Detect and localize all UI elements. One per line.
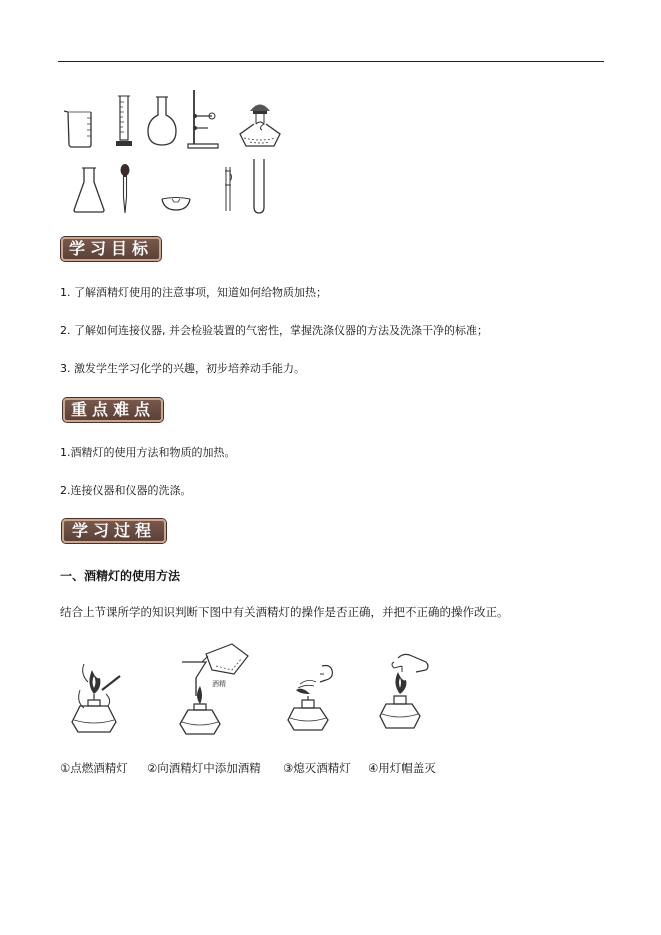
test-tube-icon bbox=[252, 157, 266, 215]
lighting-lamp-figure bbox=[66, 660, 126, 734]
figure-caption-1: ①点燃酒精灯 bbox=[60, 761, 128, 775]
adding-alcohol-figure bbox=[172, 640, 254, 736]
keypoints-title: 重点难点 bbox=[63, 398, 163, 422]
process-title: 学习过程 bbox=[62, 519, 166, 543]
header-rule bbox=[58, 61, 604, 62]
objective-item: 2. 了解如何连接仪器, 并会检验装置的气密性，掌握洗涤仪器的方法及洗涤干净的标准； bbox=[60, 324, 488, 337]
figure-caption-2: ②向酒精灯中添加酒精 bbox=[147, 761, 261, 775]
beaker-icon bbox=[62, 108, 96, 148]
objective-item: 3. 激发学生学习化学的兴趣，初步培养动手能力。 bbox=[60, 362, 305, 375]
graduated-cylinder-icon bbox=[114, 94, 134, 148]
round-flask-icon bbox=[146, 95, 178, 147]
alcohol-lamp-heating-icon bbox=[236, 100, 284, 148]
figure-label: 酒精 bbox=[212, 680, 226, 688]
iron-stand-icon bbox=[186, 88, 220, 150]
conical-flask-icon bbox=[72, 166, 106, 214]
objectives-title: 学习目标 bbox=[61, 237, 161, 261]
dropper-icon bbox=[117, 163, 133, 215]
evaporating-dish-icon bbox=[160, 196, 192, 212]
process-heading: 一、酒精灯的使用方法 bbox=[60, 569, 181, 583]
keypoint-item: 2.连接仪器和仪器的洗涤。 bbox=[60, 484, 192, 497]
cap-cover-figure bbox=[372, 652, 432, 734]
process-prompt: 结合上节课所学的知识判断下图中有关酒精灯的操作是否正确，并把不正确的操作改正。 bbox=[60, 605, 509, 619]
figure-caption-4: ④用灯帽盖灭 bbox=[368, 761, 436, 775]
extinguish-blow-figure bbox=[280, 660, 340, 734]
keypoint-item: 1.酒精灯的使用方法和物质的加热。 bbox=[60, 446, 236, 459]
figure-caption-3: ③熄灭酒精灯 bbox=[283, 761, 351, 775]
test-tube-holder-icon bbox=[222, 165, 234, 213]
objective-item: 1. 了解酒精灯使用的注意事项，知道如何给物质加热； bbox=[60, 286, 327, 299]
